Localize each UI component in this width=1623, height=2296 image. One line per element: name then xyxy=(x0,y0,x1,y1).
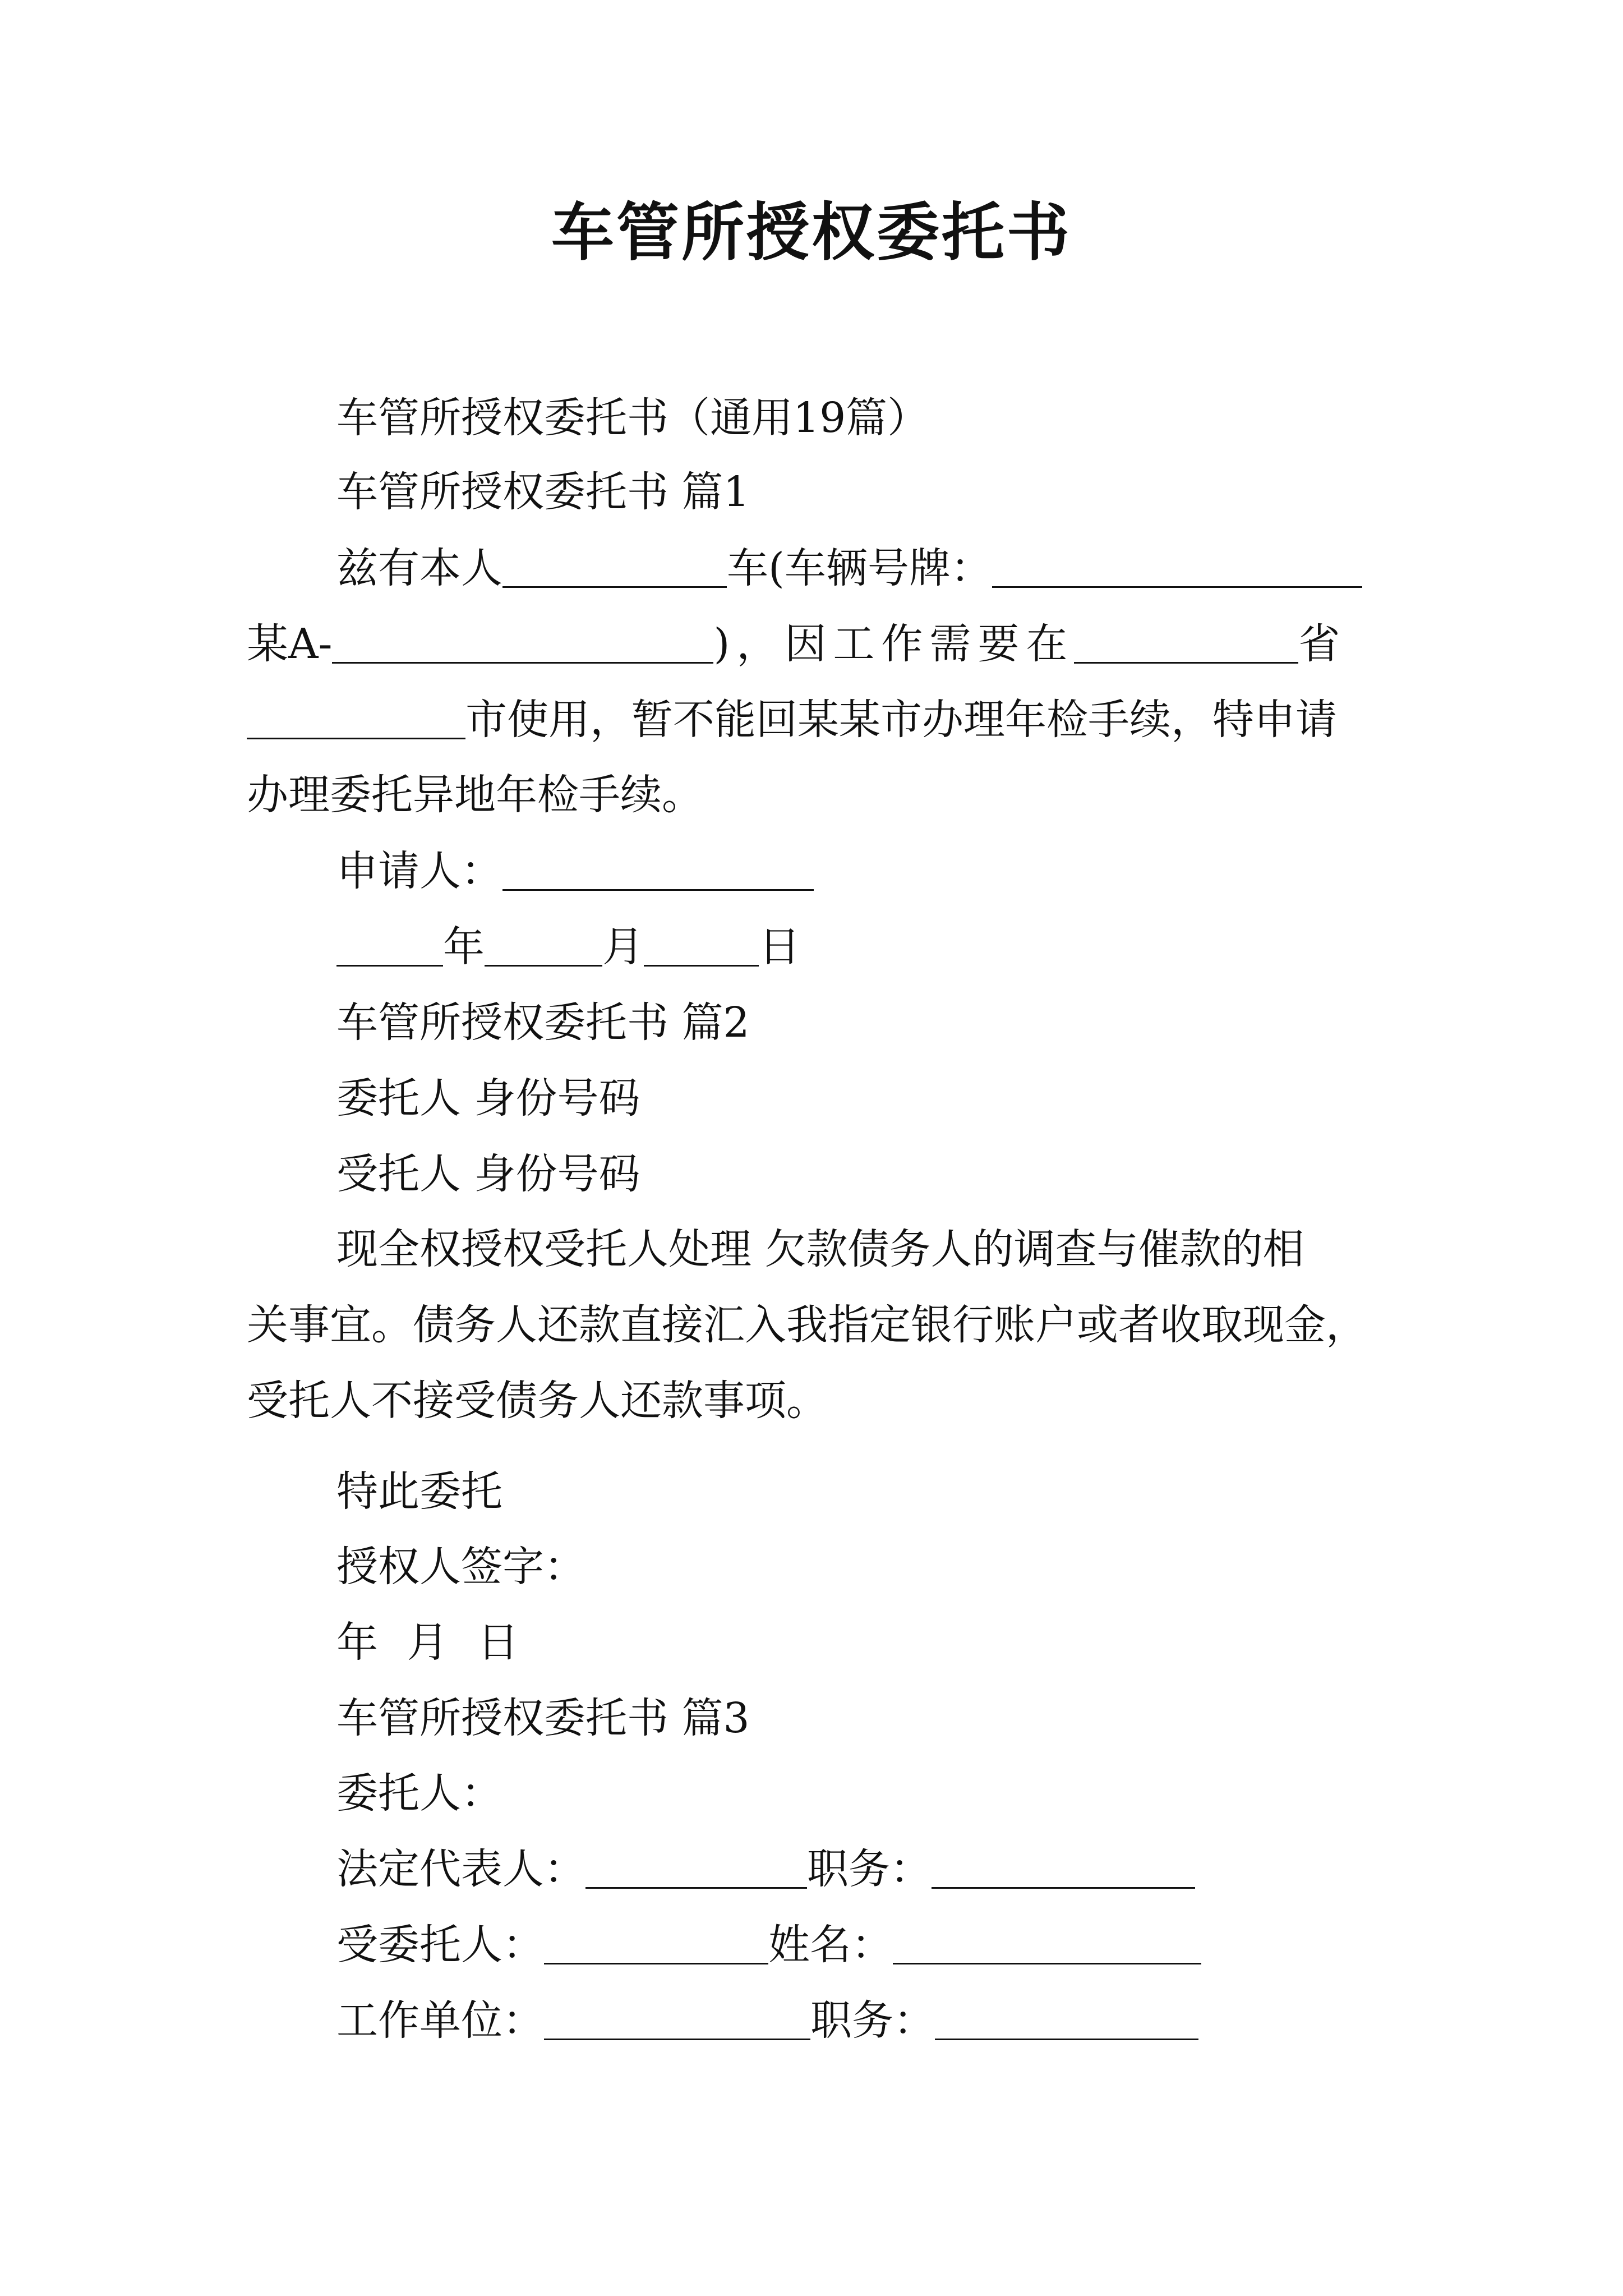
blank-month xyxy=(485,930,602,967)
blank-name xyxy=(893,1928,1201,1964)
blank-day xyxy=(644,930,759,967)
agent-label: 受委托人： xyxy=(336,1921,544,1969)
blank-unit-post xyxy=(935,2004,1198,2040)
section-1-heading: 车管所授权委托书 篇1 xyxy=(336,468,750,516)
blank-year xyxy=(336,930,443,967)
heading-general: 车管所授权委托书（通用19篇） xyxy=(336,394,929,442)
section-2-heading: 车管所授权委托书 篇2 xyxy=(336,999,750,1047)
work-unit-label: 工作单位： xyxy=(336,1996,544,2045)
month-label: 月 xyxy=(602,923,644,971)
legal-rep-label: 法定代表人： xyxy=(336,1845,585,1893)
legal-rep-line xyxy=(336,1838,1195,1900)
blank-post xyxy=(932,1852,1195,1889)
blank-legal-rep xyxy=(585,1852,807,1889)
text-segment: 车(车辆号牌： xyxy=(727,544,992,592)
section-2-body-line-2: 关事宜。债务人还款直接汇入我指定银行账户或者收取现金， xyxy=(247,1301,1367,1349)
text-segment: )，因工作需要在 xyxy=(713,620,1075,668)
section-1-line-4: 办理委托异地年检手续。 xyxy=(247,771,703,819)
section-1-line-2 xyxy=(247,613,1374,675)
blank-applicant xyxy=(502,854,814,891)
section-2-body-line-1: 现全权授权受托人处理 欠款债务人的调查与催款的相 xyxy=(336,1225,1304,1273)
document-title: 车管所授权委托书 xyxy=(551,196,1072,269)
text-segment: 某A- xyxy=(247,620,333,668)
date-line-2: 年 月 日 xyxy=(336,1618,519,1667)
client-id-line: 委托人 身份号码 xyxy=(336,1074,640,1122)
applicant-line xyxy=(336,840,814,902)
client-line: 委托人： xyxy=(336,1769,502,1818)
blank-owner xyxy=(502,551,727,588)
section-3-heading: 车管所授权委托书 篇3 xyxy=(336,1694,750,1742)
text-segment: 兹有本人 xyxy=(336,544,502,592)
name-label: 姓名： xyxy=(768,1921,893,1969)
blank-work-unit xyxy=(544,2004,810,2040)
date-line-1 xyxy=(336,916,800,978)
blank-city xyxy=(247,703,465,739)
blank-province xyxy=(1074,627,1298,664)
year-label: 年 xyxy=(443,923,485,971)
agent-id-line: 受托人 身份号码 xyxy=(336,1150,640,1198)
post-label: 职务： xyxy=(810,1996,935,2045)
section-1-line-3 xyxy=(247,689,1337,751)
special-entrust-line: 特此委托 xyxy=(336,1467,502,1516)
work-unit-line xyxy=(336,1990,1198,2051)
applicant-label: 申请人： xyxy=(336,847,502,895)
blank-plate xyxy=(992,551,1362,588)
blank-agent xyxy=(544,1928,768,1964)
section-1-line-1 xyxy=(336,537,1362,599)
agent-line xyxy=(336,1914,1201,1976)
section-2-body-line-3: 受托人不接受债务人还款事项。 xyxy=(247,1377,828,1425)
text-segment: 市使用，暂不能回某某市办理年检手续，特申请 xyxy=(465,696,1337,744)
post-label: 职务： xyxy=(807,1845,932,1893)
blank-plate-number xyxy=(332,627,713,664)
authorizer-sign-line: 授权人签字： xyxy=(336,1543,585,1591)
day-label: 日 xyxy=(759,923,800,971)
text-segment: 省 xyxy=(1298,620,1340,668)
